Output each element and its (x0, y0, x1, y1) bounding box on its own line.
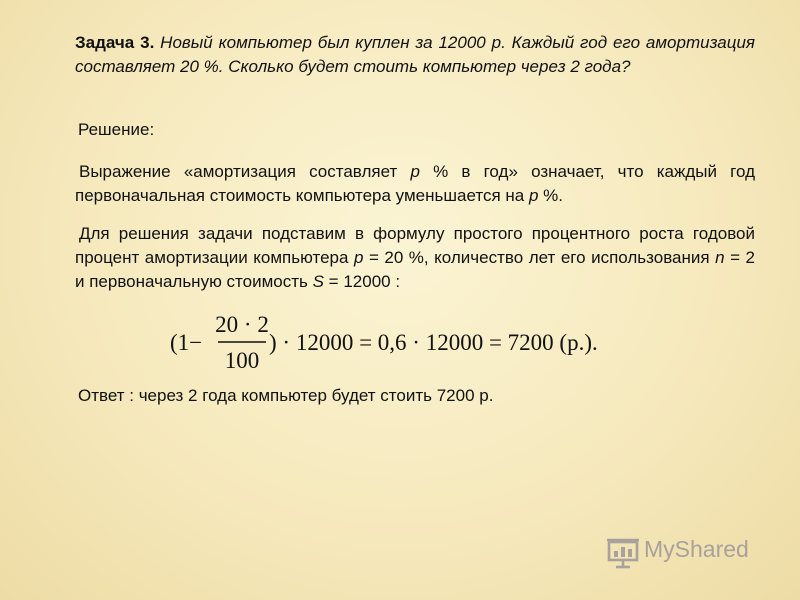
variable-p: p (353, 248, 364, 267)
presentation-chart-icon (606, 536, 640, 570)
formula-rest: ) · 12000 = 0,6 · 12000 = 7200 (р.). (269, 330, 598, 355)
answer: Ответ : через 2 года компьютер будет стоить 7200 р. (78, 386, 494, 405)
paragraph-definition (75, 160, 755, 208)
watermark-text: MyShared (644, 536, 749, 562)
task-statement (75, 31, 755, 79)
paragraph2-text-c: = 2 и первоначальную стоимость (75, 248, 755, 291)
formula (166, 308, 626, 378)
variable-s: S (312, 272, 324, 291)
solution-heading: Решение: (78, 120, 155, 139)
formula-numerator: 20 · 2 (215, 312, 269, 337)
formula-open: (1− (170, 330, 203, 355)
paragraph1-text-b: % в год» означает, что каждый год первоначальная стоимость компьютера уменьшается на (75, 162, 755, 205)
paragraph-substitution (75, 222, 755, 294)
task-label: Задача 3. (75, 33, 155, 52)
variable-p: p (410, 162, 420, 181)
paragraph2-text-d: = 12000 : (323, 272, 401, 291)
paragraph1-text-a: Выражение «амортизация составляет (79, 162, 411, 181)
paragraph2-text-a: Для решения задачи подставим в формулу простого процентного роста годовой процент амортизации компьютера (75, 224, 755, 267)
formula-denominator: 100 (224, 348, 260, 373)
paragraph1-text-c: %. (538, 186, 563, 205)
paragraph2-text-b: = 20 %, количество лет его использования (363, 248, 716, 267)
variable-p: p (528, 186, 539, 205)
variable-n: n (715, 248, 725, 267)
task-text: Новый компьютер был куплен за 12000 р. Каждый год его амортизация составляет 20 %. Сколько будет стоить компьютер через 2 года? (75, 33, 755, 76)
watermark (606, 536, 776, 570)
